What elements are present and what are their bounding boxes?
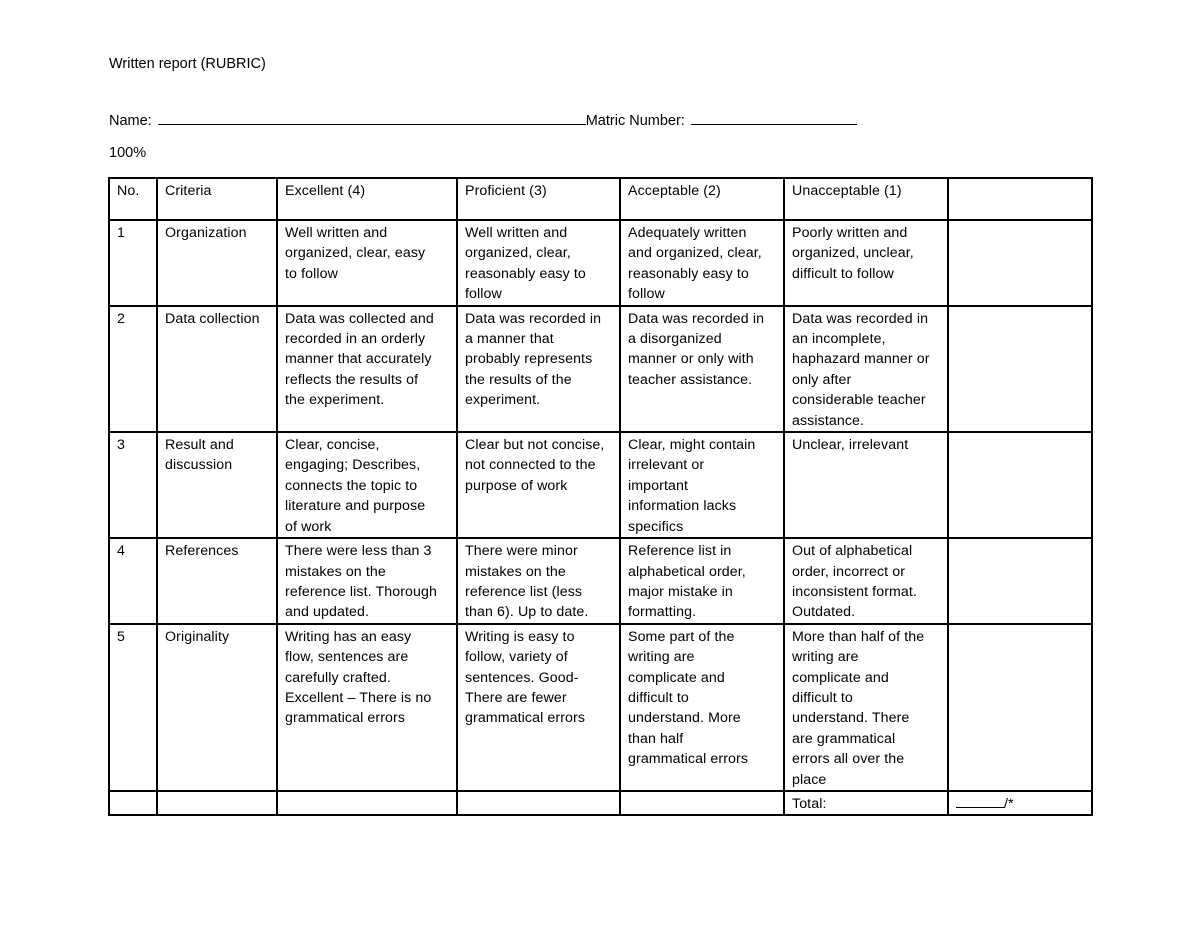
cell-unacceptable [784, 538, 948, 624]
cell-text-line: order, incorrect or [792, 563, 906, 580]
cell-text-line: grammatical errors [628, 751, 749, 768]
empty-cell [157, 791, 277, 815]
total-score-field [948, 791, 1092, 815]
cell-acceptable [620, 538, 784, 624]
header-proficient: Proficient (3) [457, 178, 620, 220]
cell-text-line: considerable teacher [792, 392, 926, 409]
cell-unacceptable [784, 306, 948, 432]
percent-label: 100% [109, 145, 147, 161]
cell-text-line: Unclear, irrelevant [792, 437, 909, 454]
cell-text-line: There were less than 3 [285, 543, 432, 560]
cell-text-line: connects the topic to [285, 477, 418, 494]
cell-text-line: Clear, might contain [628, 437, 756, 454]
cell-text-line: follow [465, 286, 502, 303]
cell-proficient [457, 220, 620, 306]
cell-text-line: Result and [165, 437, 234, 454]
cell-excellent [277, 306, 457, 432]
cell-text-line: Data was recorded in [465, 310, 602, 327]
cell-text-line: difficult to [792, 689, 853, 706]
cell-criteria [157, 306, 277, 432]
name-matric-line [109, 110, 857, 129]
cell-text-line: than half [628, 730, 684, 747]
empty-cell [457, 791, 620, 815]
cell-text-line: discussion [165, 457, 233, 474]
cell-text-line: References [165, 543, 239, 560]
name-field-line [158, 110, 586, 125]
matric-field-line [691, 110, 857, 125]
cell-proficient [457, 306, 620, 432]
cell-text-line: reflects the results of [285, 371, 419, 388]
empty-cell [620, 791, 784, 815]
header-row [109, 178, 1092, 220]
cell-text-line: not connected to the [465, 457, 596, 474]
cell-text-line: difficult to follow [792, 265, 894, 282]
cell-text-line: than 6). Up to date. [465, 604, 589, 621]
cell-text-line: only after [792, 371, 852, 388]
cell-criteria [157, 432, 277, 538]
cell-acceptable [620, 432, 784, 538]
cell-text-line: Out of alphabetical [792, 543, 913, 560]
cell-text-line: are grammatical [792, 730, 896, 747]
cell-text-line: grammatical errors [465, 710, 586, 727]
cell-excellent [277, 432, 457, 538]
cell-criteria [157, 220, 277, 306]
cell-proficient [457, 432, 620, 538]
empty-cell [109, 791, 157, 815]
cell-criteria [157, 624, 277, 791]
header-acceptable: Acceptable (2) [620, 178, 784, 220]
cell-text-line: Data collection [165, 310, 260, 327]
table-row [109, 538, 1092, 624]
cell-text-line: of work [285, 518, 332, 535]
cell-text-line: understand. There [792, 710, 910, 727]
cell-text-line: reference list (less [465, 583, 583, 600]
cell-text-line: recorded in an orderly [285, 331, 426, 348]
cell-text-line: the results of the [465, 371, 572, 388]
cell-text-line: Data was recorded in [628, 310, 765, 327]
cell-score [948, 306, 1092, 432]
cell-score [948, 432, 1092, 538]
cell-text-line: complicate and [792, 669, 889, 686]
cell-text-line: experiment. [465, 392, 541, 409]
cell-text-line: There were minor [465, 543, 578, 560]
cell-excellent [277, 220, 457, 306]
cell-text-line: and organized, clear, [628, 245, 762, 262]
cell-text-line: sentences. Good- [465, 669, 579, 686]
cell-text-line: mistakes on the [285, 563, 386, 580]
cell-text-line: manner or only with [628, 351, 754, 368]
table-row [109, 432, 1092, 538]
cell-text-line: haphazard manner or [792, 351, 930, 368]
cell-acceptable [620, 220, 784, 306]
cell-proficient [457, 538, 620, 624]
cell-text-line: an incomplete, [792, 331, 886, 348]
cell-text-line: purpose of work [465, 477, 568, 494]
cell-excellent [277, 538, 457, 624]
cell-text-line: major mistake in [628, 583, 733, 600]
cell-text-line: writing are [792, 649, 859, 666]
cell-text-line: probably represents [465, 351, 593, 368]
cell-text-line: There are fewer [465, 689, 567, 706]
cell-text-line: reasonably easy to [628, 265, 749, 282]
total-row [109, 791, 1092, 815]
cell-text-line: alphabetical order, [628, 563, 746, 580]
cell-text-line: reference list. Thorough [285, 583, 437, 600]
cell-text-line: literature and purpose [285, 498, 426, 515]
table-row [109, 220, 1092, 306]
header-excellent: Excellent (4) [277, 178, 457, 220]
cell-text-line: carefully crafted. [285, 669, 391, 686]
cell-text-line: follow [628, 286, 665, 303]
cell-acceptable [620, 306, 784, 432]
cell-text-line: organized, clear, easy [285, 245, 426, 262]
page-title: Written report (RUBRIC) [109, 56, 266, 72]
header-no: No. [109, 178, 157, 220]
cell-text-line: flow, sentences are [285, 649, 409, 666]
rubric-table [108, 177, 1093, 816]
cell-unacceptable [784, 624, 948, 791]
cell-text-line: irrelevant or [628, 457, 705, 474]
cell-text-line: Data was collected and [285, 310, 434, 327]
cell-text-line: inconsistent format. [792, 583, 918, 600]
matric-label: Matric Number: [585, 113, 685, 129]
cell-text-line: to follow [285, 265, 338, 282]
cell-text-line: the experiment. [285, 392, 385, 409]
cell-criteria [157, 538, 277, 624]
cell-text-line: important [628, 477, 689, 494]
cell-text-line: Organization [165, 225, 247, 241]
cell-text-line: Well written and [285, 225, 388, 241]
cell-text-line: teacher assistance. [628, 371, 753, 388]
row-number: 4 [109, 538, 157, 624]
cell-text-line: writing are [628, 649, 695, 666]
row-number: 2 [109, 306, 157, 432]
cell-score [948, 624, 1092, 791]
score-suffix: /* [1004, 795, 1014, 812]
cell-score [948, 220, 1092, 306]
cell-text-line: organized, unclear, [792, 245, 914, 262]
cell-text-line: a manner that [465, 331, 554, 348]
cell-text-line: information lacks [628, 498, 737, 515]
cell-text-line: formatting. [628, 604, 697, 621]
cell-text-line: Outdated. [792, 604, 856, 621]
name-label: Name: [109, 113, 152, 129]
header-score [948, 178, 1092, 220]
cell-text-line: Adequately written [628, 225, 747, 241]
cell-text-line: Well written and [465, 225, 568, 241]
cell-text-line: and updated. [285, 604, 370, 621]
cell-text-line: Poorly written and [792, 225, 908, 241]
cell-text-line: follow, variety of [465, 649, 568, 666]
cell-acceptable [620, 624, 784, 791]
score-blank-line [956, 795, 1004, 808]
cell-score [948, 538, 1092, 624]
cell-text-line: Clear, concise, [285, 437, 380, 454]
cell-text-line: assistance. [792, 412, 865, 429]
cell-text-line: Some part of the [628, 628, 735, 645]
table-row [109, 306, 1092, 432]
cell-text-line: More than half of the [792, 628, 925, 645]
cell-text-line: mistakes on the [465, 563, 566, 580]
header-criteria: Criteria [157, 178, 277, 220]
total-label: Total: [784, 791, 948, 815]
cell-text-line: place [792, 771, 827, 788]
cell-text-line: engaging; Describes, [285, 457, 421, 474]
cell-text-line: Clear but not concise, [465, 437, 605, 454]
cell-text-line: grammatical errors [285, 710, 406, 727]
empty-cell [277, 791, 457, 815]
cell-text-line: organized, clear, [465, 245, 571, 262]
cell-text-line: complicate and [628, 669, 725, 686]
cell-text-line: Writing is easy to [465, 628, 575, 645]
cell-text-line: specifics [628, 518, 684, 535]
cell-text-line: a disorganized [628, 331, 722, 348]
cell-unacceptable [784, 432, 948, 538]
cell-text-line: manner that accurately [285, 351, 432, 368]
cell-text-line: Excellent – There is no [285, 689, 432, 706]
cell-proficient [457, 624, 620, 791]
cell-text-line: Originality [165, 628, 230, 645]
cell-text-line: understand. More [628, 710, 741, 727]
cell-unacceptable [784, 220, 948, 306]
row-number: 1 [109, 220, 157, 306]
cell-text-line: errors all over the [792, 751, 905, 768]
cell-text-line: Reference list in [628, 543, 732, 560]
cell-text-line: difficult to [628, 689, 689, 706]
row-number: 3 [109, 432, 157, 538]
cell-text-line: Data was recorded in [792, 310, 929, 327]
cell-text-line: Writing has an easy [285, 628, 412, 645]
cell-excellent [277, 624, 457, 791]
row-number: 5 [109, 624, 157, 791]
table-row [109, 624, 1092, 791]
cell-text-line: reasonably easy to [465, 265, 586, 282]
header-unacceptable: Unacceptable (1) [784, 178, 948, 220]
